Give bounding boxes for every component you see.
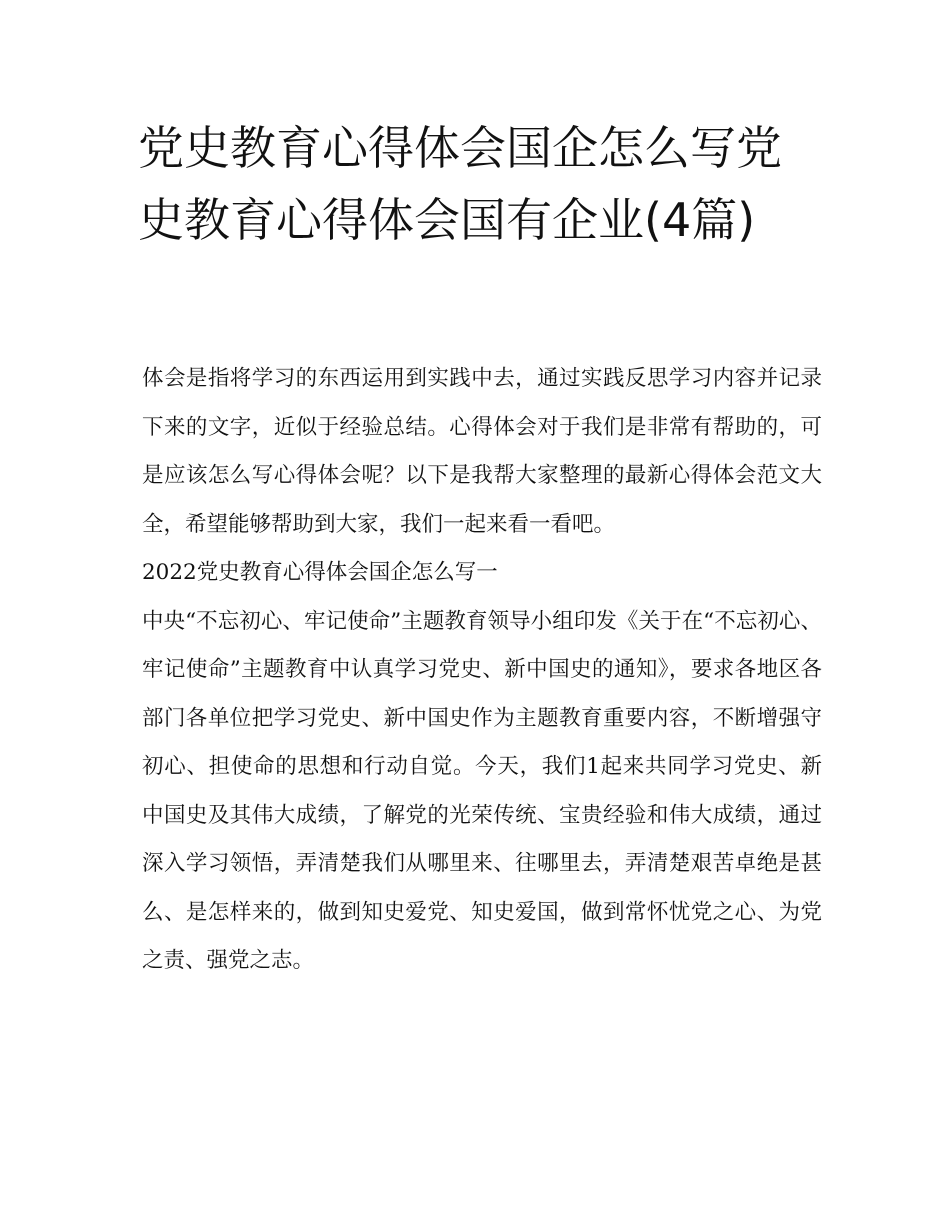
document-title: 党史教育心得体会国企怎么写党史教育心得体会国有企业(4篇) <box>138 121 782 247</box>
section-heading: 2022党史教育心得体会国企怎么写一 <box>142 560 498 585</box>
intro-paragraph: 体会是指将学习的东西运用到实践中去，通过实践反思学习内容并记录下来的文字，近似于经验总结。心得体会对于我们是非常有帮助的，可是应该怎么写心得体会呢？以下是我帮大家整理的最新心得体会范文大全，希望能够帮助到大家，我们一起来看一看吧。 <box>142 366 822 537</box>
document-body <box>142 355 822 986</box>
body-paragraph: 中央“不忘初心、牢记使命”主题教育领导小组印发《关于在“不忘初心、牢记使命”主题教育中认真学习党史、新中国史的通知》，要求各地区各部门各单位把学习党史、新中国史作为主题教育重要内容，不断增强守初心、担使命的思想和行动自觉。今天，我们1起来共同学习党史、新中国史及其伟大成绩，了解党的光荣传统、宝贵经验和伟大成绩，通过深入学习领悟，弄清楚我们从哪里来、往哪里去，弄清楚艰苦卓绝是甚么、是怎样来的，做到知史爱党、知史爱国，做到常怀忧党之心、为党之责、强党之志。 <box>142 608 822 973</box>
